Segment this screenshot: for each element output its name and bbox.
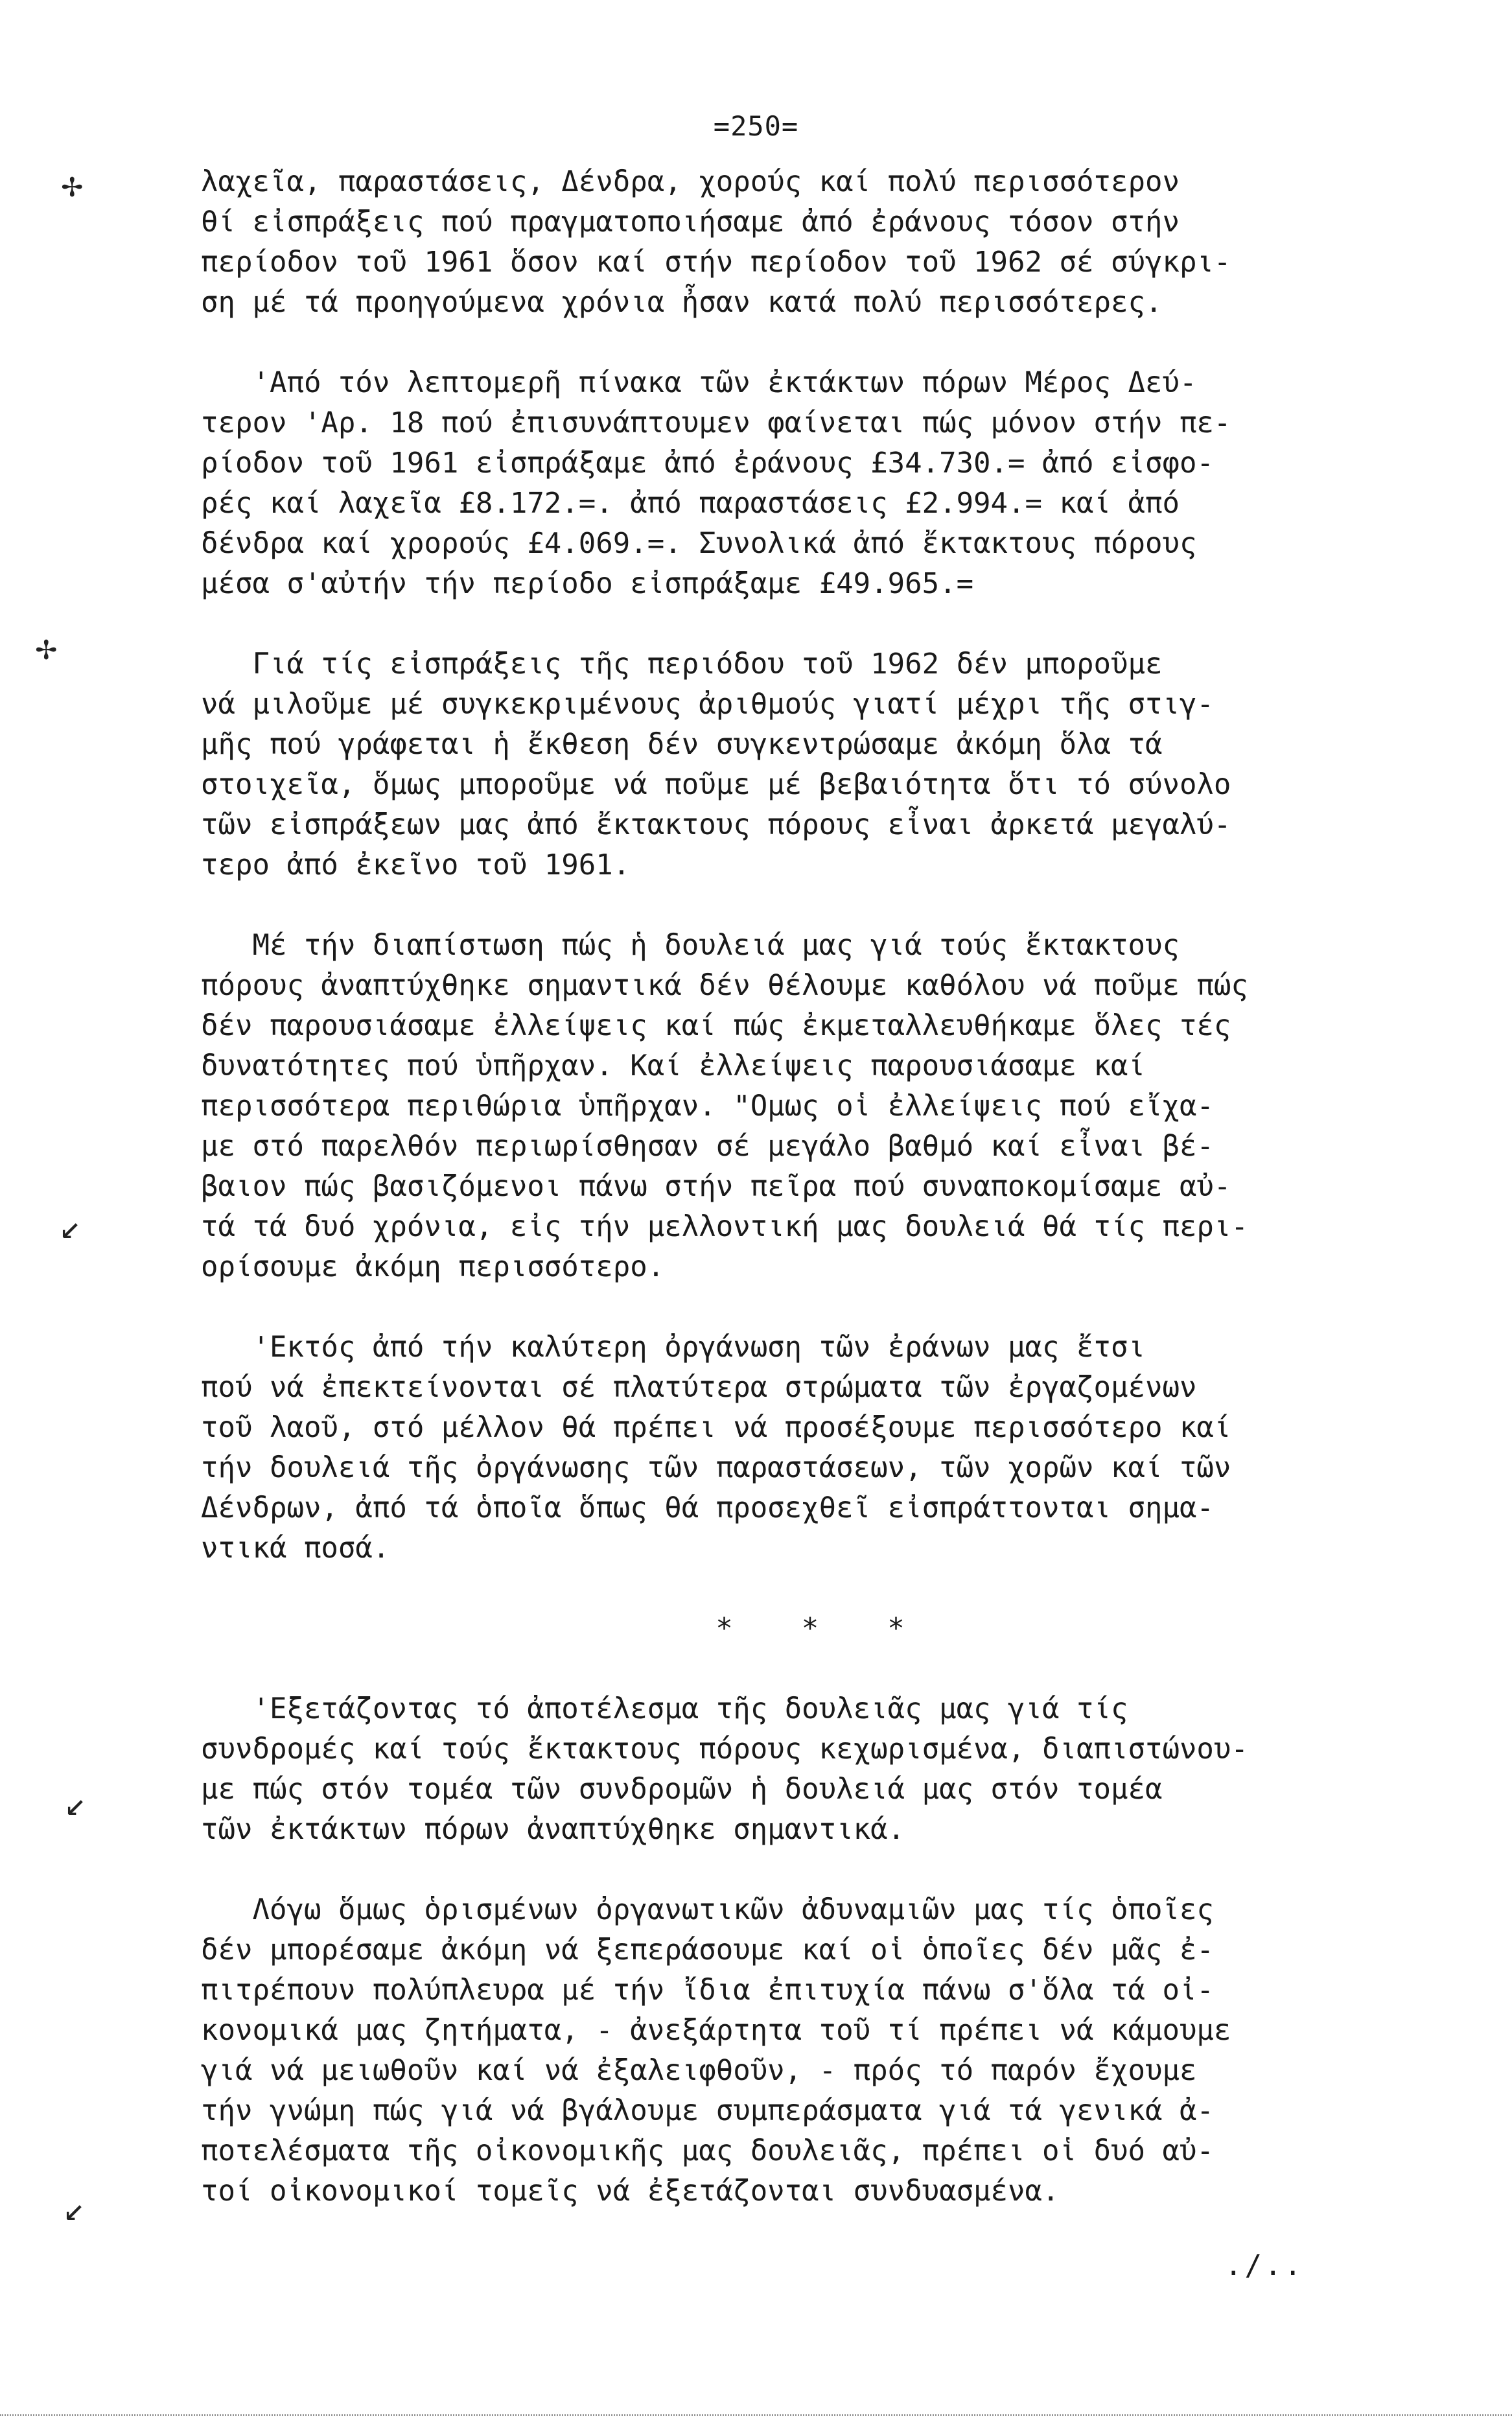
text-line: λαχεῖα, παραστάσεις, Δένδρα, χορούς καί πολύ περισσότερον xyxy=(201,165,1180,198)
text-line: δυνατότητες πού ὑπῆρχαν. Καί ἐλλείψεις παρουσιάσαμε καί xyxy=(201,1049,1145,1082)
paragraph xyxy=(201,1327,1380,1569)
text-line: τερον 'Αρ. 18 πού ἐπισυνάπτουμεν φαίνεται πώς μόνον στήν πε- xyxy=(201,406,1231,439)
continuation-mark: ./.. xyxy=(1225,2249,1304,2282)
text-line: τήν δουλειά τῆς ὀργάνωσης τῶν παραστάσεων, τῶν χορῶν καί τῶν xyxy=(201,1451,1231,1484)
text-line: ρίοδον τοῦ 1961 εἰσπράξαμε ἀπό ἐράνους £34.730.= ἀπό εἰσφο- xyxy=(201,447,1214,480)
text-line: στοιχεῖα, ὅμως μποροῦμε νά ποῦμε μέ βεβαιότητα ὅτι τό σύνολο xyxy=(201,768,1231,801)
paragraph xyxy=(201,1890,1380,2212)
text-line: Δένδρων, ἀπό τά ὁποῖα ὅπως θά προσεχθεῖ εἰσπράττονται σημα- xyxy=(201,1491,1214,1524)
text-line: Γιά τίς εἰσπράξεις τῆς περιόδου τοῦ 1962 δέν μποροῦμε xyxy=(201,648,1163,681)
margin-mark: ✢ xyxy=(36,627,57,668)
paragraph xyxy=(201,1689,1380,1850)
paragraph xyxy=(201,363,1380,604)
text-line: με πώς στόν τομέα τῶν συνδρομῶν ἡ δουλειά μας στόν τομέα xyxy=(201,1773,1163,1806)
paragraph-group xyxy=(201,1689,1380,2212)
text-line: Μέ τήν διαπίστωση πώς ἡ δουλειά μας γιά τούς ἔκτακτους xyxy=(201,929,1180,962)
margin-mark: ↙ xyxy=(60,1206,81,1246)
paragraph xyxy=(201,644,1380,885)
text-line: δένδρα καί χρορούς £4.069.=. Συνολικά ἀπό ἔκτακτους πόρους xyxy=(201,527,1197,560)
section-separator: * * * xyxy=(715,1612,905,1645)
text-line: τῶν ἐκτάκτων πόρων ἀναπτύχθηκε σημαντικά. xyxy=(201,1813,905,1846)
text-line: ορίσουμε ἀκόμη περισσότερο. xyxy=(201,1250,665,1283)
text-line: μῆς πού γράφεται ἡ ἔκθεση δέν συγκεντρώσαμε ἀκόμη ὅλα τά xyxy=(201,728,1163,761)
text-line: ποτελέσματα τῆς οἰκονομικῆς μας δουλειᾶς, πρέπει οἱ δυό αὐ- xyxy=(201,2134,1214,2167)
text-line: θί εἰσπράξεις πού πραγματοποιήσαμε ἀπό ἐράνους τόσον στήν xyxy=(201,205,1180,239)
text-line: 'Εκτός ἀπό τήν καλύτερη ὀργάνωση τῶν ἐράνων μας ἔτσι xyxy=(201,1331,1145,1364)
text-line: κονομικά μας ζητήματα, - ἀνεξάρτητα τοῦ τί πρέπει νά κάμουμε xyxy=(201,2014,1231,2047)
text-line: δέν μπορέσαμε ἀκόμη νά ξεπεράσουμε καί οἱ ὁποῖες δέν μᾶς ἐ- xyxy=(201,1933,1214,1967)
text-line: βαιον πώς βασιζόμενοι πάνω στήν πεῖρα πού συναποκομίσαμε αὐ- xyxy=(201,1170,1231,1203)
paragraph xyxy=(201,926,1380,1287)
margin-mark: ↙ xyxy=(64,2188,85,2228)
document-body xyxy=(201,162,1380,2252)
text-line: πιτρέπουν πολύπλευρα μέ τήν ἴδια ἐπιτυχία πάνω σ'ὅλα τά οἰ- xyxy=(201,1974,1214,2007)
text-line: ρές καί λαχεῖα £8.172.=. ἀπό παραστάσεις £2.994.= καί ἀπό xyxy=(201,487,1180,520)
text-line: με στό παρελθόν περιωρίσθησαν σέ μεγάλο βαθμό καί εἶναι βέ- xyxy=(201,1130,1214,1163)
paragraph xyxy=(201,162,1380,323)
text-line: τερο ἀπό ἐκεῖνο τοῦ 1961. xyxy=(201,848,631,881)
text-line: τοί οἰκονομικοί τομεῖς νά ἐξετάζονται συνδυασμένα. xyxy=(201,2175,1060,2208)
text-line: πού νά ἐπεκτείνονται σέ πλατύτερα στρώματα τῶν ἐργαζομένων xyxy=(201,1371,1197,1404)
text-line: τῶν εἰσπράξεων μας ἀπό ἔκτακτους πόρους εἶναι ἀρκετά μεγαλύ- xyxy=(201,808,1231,841)
text-line: Λόγω ὅμως ὁρισμένων ὀργανωτικῶν ἀδυναμιῶν μας τίς ὁποῖες xyxy=(201,1893,1214,1926)
text-line: γιά νά μειωθοῦν καί νά ἐξαλειφθοῦν, - πρός τό παρόν ἔχουμε xyxy=(201,2054,1197,2087)
margin-mark: ✢ xyxy=(62,164,83,205)
text-line: περισσότερα περιθώρια ὑπῆρχαν. "Ομως οἱ ἐλλείψεις πού εἴχα- xyxy=(201,1090,1214,1123)
text-line: περίοδον τοῦ 1961 ὅσον καί στήν περίοδον τοῦ 1962 σέ σύγκρι- xyxy=(201,246,1231,279)
text-line: 'Από τόν λεπτομερῆ πίνακα τῶν ἐκτάκτων πόρων Μέρος Δεύ- xyxy=(201,366,1197,399)
text-line: μέσα σ'αὐτήν τήν περίοδο εἰσπράξαμε £49.965.= xyxy=(201,567,974,600)
text-line: συνδρομές καί τούς ἔκτακτους πόρους κεχωρισμένα, διαπιστώνου- xyxy=(201,1733,1248,1766)
text-line: νά μιλοῦμε μέ συγκεκριμένους ἀριθμούς γιατί μέχρι τῆς στιγ- xyxy=(201,688,1214,721)
page-edge xyxy=(0,2414,1512,2418)
text-line: ντικά ποσά. xyxy=(201,1532,390,1565)
text-line: δέν παρουσιάσαμε ἐλλείψεις καί πώς ἐκμεταλλευθήκαμε ὅλες τές xyxy=(201,1009,1231,1042)
text-line: τήν γνώμη πώς γιά νά βγάλουμε συμπεράσματα γιά τά γενικά ἀ- xyxy=(201,2094,1214,2127)
text-line: τοῦ λαοῦ, στό μέλλον θά πρέπει νά προσέξουμε περισσότερο καί xyxy=(201,1411,1231,1444)
text-line: 'Εξετάζοντας τό ἀποτέλεσμα τῆς δουλειᾶς μας γιά τίς xyxy=(201,1692,1128,1725)
paragraph-group xyxy=(201,162,1380,1569)
page-number: =250= xyxy=(713,110,799,142)
text-line: πόρους ἀναπτύχθηκε σημαντικά δέν θέλουμε καθόλου νά ποῦμε πώς xyxy=(201,969,1248,1002)
text-line: τά τά δυό χρόνια, εἰς τήν μελλοντική μας δουλειά θά τίς περι- xyxy=(201,1210,1248,1243)
margin-mark: ↙ xyxy=(65,1782,86,1823)
text-line: ση μέ τά προηγούμενα χρόνια ἦσαν κατά πολύ περισσότερες. xyxy=(201,286,1163,319)
